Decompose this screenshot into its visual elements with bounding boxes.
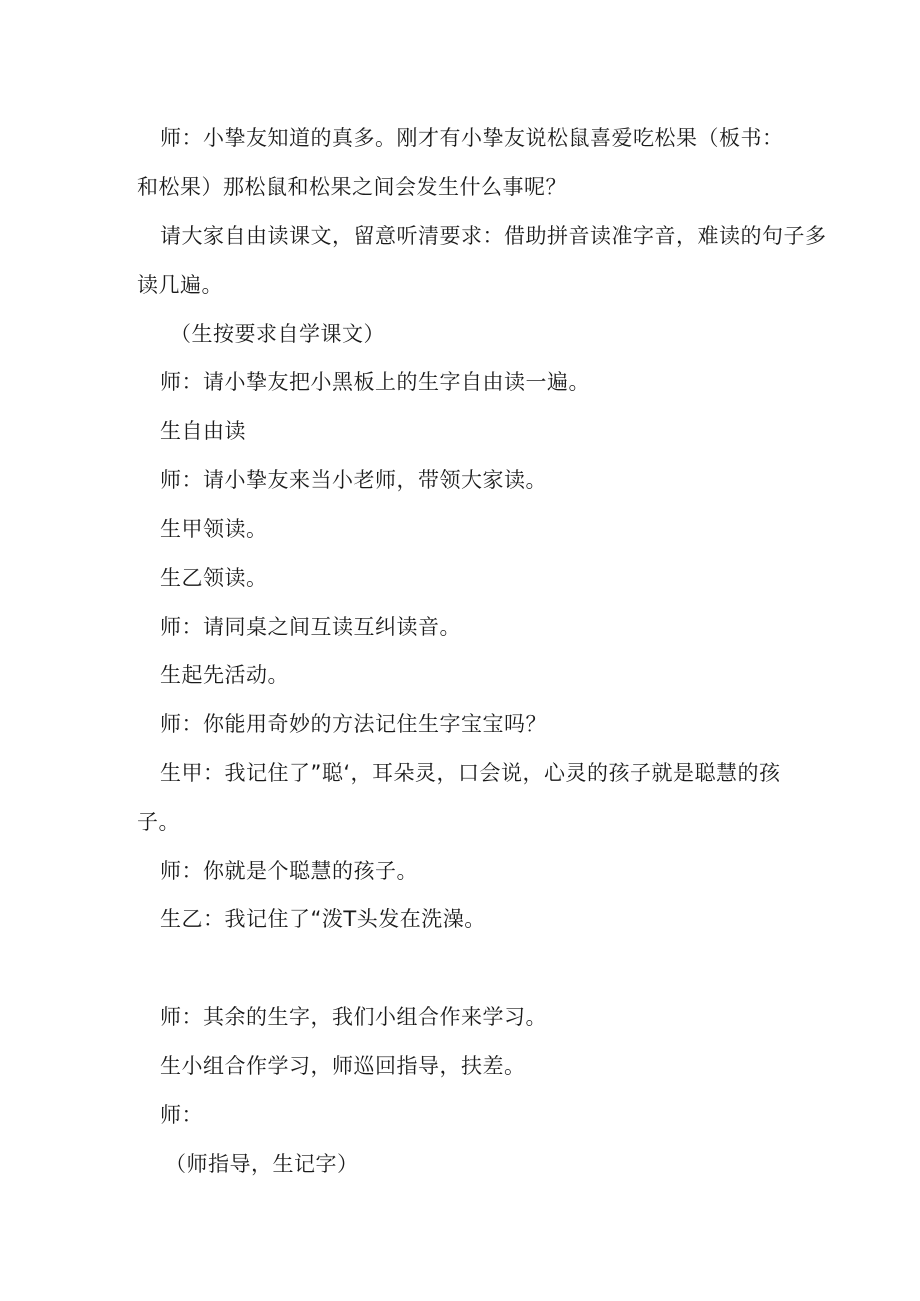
text-line-12: 生起先活动。 (160, 663, 289, 687)
text-line-1: 师：小挚友知道的真多。刚才有小挚友说松鼠喜爱吃松果（板书： (160, 126, 784, 150)
text-line-6: 师：请小挚友把小黑板上的生字自由读一遍。 (160, 370, 590, 394)
text-line-4: 读几遍。 (137, 273, 223, 297)
text-line-11: 师：请同桌之间互读互纠读音。 (160, 615, 461, 639)
text-line-14: 生甲：我记住了”聪‘，耳朵灵，口会说，心灵的孩子就是聪慧的孩 (160, 761, 781, 785)
text-line-13: 师：你能用奇妙的方法记住生字宝宝吗？ (160, 712, 547, 736)
text-line-19: 生小组合作学习，师巡回指导，扶差。 (160, 1054, 526, 1078)
text-line-10: 生乙领读。 (160, 566, 268, 590)
text-line-8: 师：请小挚友来当小老师，带领大家读。 (160, 468, 547, 492)
text-line-18: 师：其余的生字，我们小组合作来学习。 (160, 1005, 547, 1029)
text-line-2: 和松果）那松鼠和松果之间会发生什么事呢？ (137, 175, 567, 199)
text-line-17: 生乙：我记住了“泼T头发在洗澡。 (160, 907, 486, 931)
text-line-20: 师： (160, 1103, 203, 1127)
text-line-21: （师指导，生记字） (165, 1152, 359, 1176)
text-line-3: 请大家自由读课文，留意听清要求：借助拼音读准字音，难读的句子多 (160, 224, 827, 248)
text-line-9: 生甲领读。 (160, 517, 268, 541)
text-line-15: 子。 (137, 810, 180, 834)
text-line-7: 生自由读 (160, 419, 246, 443)
text-line-5: （生按要求自学课文） (170, 322, 385, 346)
text-line-16: 师：你就是个聪慧的孩子。 (160, 859, 418, 883)
